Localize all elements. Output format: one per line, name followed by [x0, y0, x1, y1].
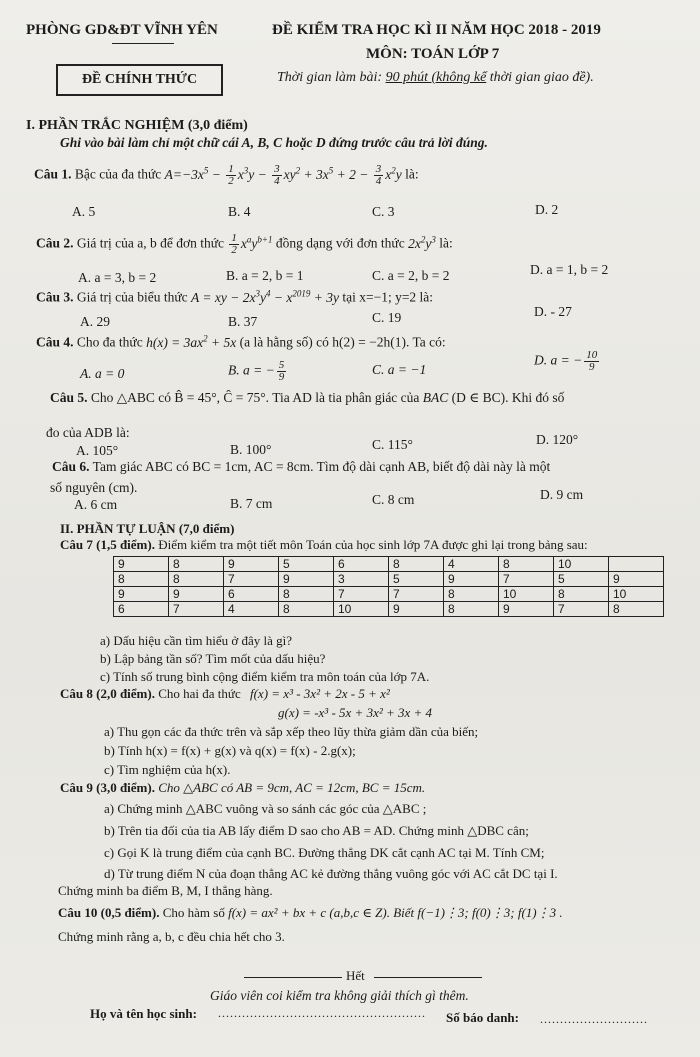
table-cell: 7 — [334, 587, 389, 602]
q3-lead: Câu 3. — [36, 289, 74, 305]
part1-instruction: Ghi vào bài làm chỉ một chữ cái A, B, C hoặc D đứng trước câu trả lời đúng. — [60, 135, 488, 150]
q3-option-c: C. 19 — [372, 310, 402, 325]
q6-lead: Câu 6. — [52, 459, 90, 474]
end-rule-left — [244, 977, 342, 978]
table-cell: 8 — [554, 587, 609, 602]
question-5 — [50, 390, 564, 406]
q10-line2: Chứng minh rằng a, b, c đều chia hết cho 3. — [58, 929, 285, 944]
q1-option-b: B. 4 — [228, 204, 251, 219]
official-label-box — [56, 64, 223, 96]
table-cell: 4 — [224, 602, 279, 617]
table-cell: 5 — [554, 572, 609, 587]
table-cell: 8 — [279, 602, 334, 617]
q5-line2: đo của ADB là: — [46, 425, 130, 440]
footer-note: Giáo viên coi kiểm tra không giải thích gì thêm. — [210, 988, 469, 1003]
q2-option-b: B. a = 2, b = 1 — [226, 268, 304, 283]
q4-tail: (a là hằng số) có h(2) = −2h(1). Ta có: — [239, 334, 446, 350]
q2-monomial-2: $2x^2y^3$ — [408, 234, 436, 251]
q8-item-c: c) Tìm nghiệm của h(x). — [104, 762, 231, 777]
q2-option-d: D. a = 1, b = 2 — [530, 262, 609, 277]
question-7 — [60, 537, 588, 553]
q1-tail: là: — [405, 166, 419, 182]
table-cell — [609, 557, 664, 572]
q2-text: Giá trị của a, b để đơn thức — [76, 235, 225, 251]
table-cell: 7 — [499, 572, 554, 587]
table-cell: 7 — [554, 602, 609, 617]
q6-line2: số nguyên (cm). — [50, 480, 138, 495]
student-name-field: .................................................... — [218, 1006, 426, 1020]
table-cell: 8 — [169, 572, 224, 587]
q2-mid: đồng dạng với đơn thức — [275, 235, 405, 251]
q9-item-b: b) Trên tia đối của tia AB lấy điểm D sao cho AB = AD. Chứng minh △DBC cân; — [104, 823, 529, 838]
q1-option-c: C. 3 — [372, 204, 395, 219]
q8-text: Cho hai đa thức — [158, 686, 241, 701]
q3-text: Giá trị của biểu thức — [76, 289, 188, 305]
q1-option-d: D. 2 — [535, 202, 559, 217]
q7-item-a: a) Dấu hiệu cần tìm hiểu ở đây là gì? — [100, 633, 293, 648]
question-2 — [36, 233, 453, 256]
table-cell: 7 — [389, 587, 444, 602]
q4-option-b-label: B. a = − — [228, 362, 275, 378]
q1-formula: $A=-3x^5$ − $\frac{1}{2}$ $x^3y$ − $\frac{3}{4}$ $xy^2 + 3x^5 + 2$ − $\frac{3}{4}$ $x^2y$ — [164, 163, 402, 187]
q7-lead: Câu 7 (1,5 điểm). — [60, 537, 155, 552]
time-prefix: Thời gian làm bài: — [277, 70, 386, 85]
q5-option-a: A. 105° — [76, 443, 119, 458]
q8-f: f(x) = x³ - 3x² + 2x - 5 + x² — [249, 686, 390, 701]
q10-func: f(x) = ax² + bx + c (a,b,c ∈ Z). Biết f(−1)⋮3; f(0)⋮3; f(1)⋮3 . — [228, 905, 563, 920]
q3-option-b: B. 37 — [228, 314, 258, 329]
q6-option-d: D. 9 cm — [540, 487, 584, 502]
q7-item-b: b) Lập bảng tần số? Tìm mốt của dấu hiệu? — [100, 651, 326, 666]
time-note — [277, 70, 594, 86]
table-cell: 9 — [114, 587, 169, 602]
table-cell: 9 — [224, 557, 279, 572]
table-row — [114, 557, 664, 572]
question-10 — [58, 905, 563, 921]
table-cell: 3 — [334, 572, 389, 587]
table-cell: 8 — [169, 557, 224, 572]
official-label: ĐỀ CHÍNH THỨC — [81, 72, 198, 87]
q4-option-d-label: D. a = − — [534, 352, 583, 368]
q6-option-a: A. 6 cm — [74, 497, 118, 512]
table-cell: 9 — [609, 572, 664, 587]
exam-title: ĐỀ KIỂM TRA HỌC KÌ II NĂM HỌC 2018 - 2019 — [272, 22, 601, 38]
q2-option-c: C. a = 2, b = 2 — [372, 268, 450, 283]
q5-tail: (D ∈ BC). Khi đó số — [451, 390, 565, 405]
q3-tail: tại x=−1; y=2 là: — [342, 289, 434, 305]
question-3 — [36, 288, 433, 306]
table-cell: 6 — [334, 557, 389, 572]
table-cell: 10 — [554, 557, 609, 572]
table-cell: 9 — [169, 587, 224, 602]
q2-monomial-1: $\frac{1}{2}$ $x^ay^{b+1}$ — [231, 232, 273, 256]
table-cell: 7 — [169, 602, 224, 617]
part2-heading: II. PHẦN TỰ LUẬN (7,0 điểm) — [60, 521, 235, 536]
q4-lead: Câu 4. — [36, 334, 74, 350]
table-cell: 8 — [444, 587, 499, 602]
q4-text: Cho đa thức — [76, 334, 143, 350]
table-cell: 9 — [279, 572, 334, 587]
q7-text: Điểm kiểm tra một tiết môn Toán của học sinh lớp 7A được ghi lại trong bảng sau: — [158, 537, 588, 552]
table-cell: 8 — [444, 602, 499, 617]
q9-lead: Câu 9 (3,0 điểm). — [60, 780, 155, 795]
q9-tail: Chứng minh ba điểm B, M, I thẳng hàng. — [58, 883, 273, 898]
table-row — [114, 572, 664, 587]
q3-option-d: D. - 27 — [534, 304, 572, 319]
table-cell: 9 — [499, 602, 554, 617]
q4-option-a: A. a = 0 — [80, 366, 125, 381]
table-cell: 5 — [279, 557, 334, 572]
table-cell: 7 — [224, 572, 279, 587]
q4-option-d: D. a = − $\frac{10}{9}$ — [534, 349, 598, 373]
table-cell: 9 — [114, 557, 169, 572]
scores-table — [113, 556, 664, 617]
q5-option-b: B. 100° — [230, 442, 272, 457]
table-cell: 5 — [389, 572, 444, 587]
table-row — [114, 602, 664, 617]
header-underline — [112, 43, 174, 44]
q2-lead: Câu 2. — [36, 235, 74, 251]
table-cell: 10 — [609, 587, 664, 602]
question-6 — [52, 459, 550, 475]
q6-option-b: B. 7 cm — [230, 496, 273, 511]
q5-option-d: D. 120° — [536, 432, 579, 447]
table-cell: 6 — [114, 602, 169, 617]
q6-text: Tam giác ABC có BC = 1cm, AC = 8cm. Tìm độ dài cạnh AB, biết độ dài này là một — [92, 459, 551, 474]
table-cell: 8 — [114, 572, 169, 587]
table-cell: 8 — [499, 557, 554, 572]
q8-g: g(x) = -x³ - 5x + 3x² + 3x + 4 — [278, 705, 433, 720]
part1-heading: I. PHẦN TRẮC NGHIỆM (3,0 điểm) — [26, 118, 248, 133]
table-cell: 8 — [609, 602, 664, 617]
table-cell: 10 — [499, 587, 554, 602]
q4-formula: $h(x) = 3ax^2 + 5x$ — [146, 333, 237, 350]
q8-item-a: a) Thu gọn các đa thức trên và sắp xếp theo lũy thừa giảm dần của biến; — [104, 724, 479, 739]
q1-lead: Câu 1. — [34, 166, 72, 182]
q9-text: Cho △ABC có AB = 9cm, AC = 12cm, BC = 15cm. — [158, 780, 426, 795]
question-1 — [34, 164, 419, 187]
question-9 — [60, 780, 425, 796]
q8-lead: Câu 8 (2,0 điểm). — [60, 686, 155, 701]
table-cell: 6 — [224, 587, 279, 602]
q3-option-a: A. 29 — [80, 314, 110, 329]
q10-text: Cho hàm số — [162, 905, 225, 920]
q7-item-c: c) Tính số trung bình cộng điểm kiểm tra môn toán của lớp 7A. — [100, 669, 430, 684]
q9-item-d: d) Từ trung điểm N của đoạn thẳng AC kẻ đường thẳng vuông góc với AC cắt DC tại I. — [104, 866, 558, 881]
q10-lead: Câu 10 (0,5 điểm). — [58, 905, 160, 920]
q2-option-a: A. a = 3, b = 2 — [78, 270, 157, 285]
q3-formula: A = xy − $2x^3y^4 - x^{2019} + 3y$ — [191, 288, 339, 305]
q1-text: Bậc của đa thức — [74, 166, 162, 182]
table-cell: 8 — [389, 557, 444, 572]
q8-item-b: b) Tính h(x) = f(x) + g(x) và q(x) = f(x) - 2.g(x); — [104, 743, 356, 758]
q5-lead: Câu 5. — [50, 390, 88, 405]
subject-title: MÔN: TOÁN LỚP 7 — [366, 46, 500, 62]
time-suffix: thời gian giao đề). — [486, 70, 594, 85]
q6-option-c: C. 8 cm — [372, 492, 415, 507]
question-4 — [36, 333, 446, 351]
table-cell: 9 — [444, 572, 499, 587]
table-cell: 8 — [279, 587, 334, 602]
q4-option-b: B. a = − $\frac{5}{9}$ — [228, 359, 285, 383]
student-id-label: Số báo danh: — [446, 1010, 519, 1025]
time-underlined: 90 phút (không kể — [385, 70, 487, 85]
table-cell: 4 — [444, 557, 499, 572]
end-rule-right — [374, 977, 482, 978]
student-id-field: ........................... — [540, 1012, 648, 1026]
q1-option-a: A. 5 — [72, 204, 96, 219]
table-cell: 9 — [389, 602, 444, 617]
q4-option-c: C. a = −1 — [372, 362, 427, 377]
q5-option-c: C. 115° — [372, 437, 413, 452]
q2-tail: là: — [439, 235, 453, 251]
question-8 — [60, 686, 390, 702]
q9-item-a: a) Chứng minh △ABC vuông và so sánh các góc của △ABC ; — [104, 801, 427, 816]
q5-text: Cho △ABC có B̂ = 45°, Ĉ = 75°. Tia AD là tia phân giác của — [90, 390, 420, 405]
table-cell: 10 — [334, 602, 389, 617]
table-row — [114, 587, 664, 602]
department-name: PHÒNG GD&ĐT VĨNH YÊN — [26, 22, 218, 38]
student-name-label: Họ và tên học sinh: — [90, 1006, 197, 1021]
q9-item-c: c) Gọi K là trung điểm của cạnh BC. Đường thẳng DK cắt cạnh AC tại M. Tính CM; — [104, 845, 545, 860]
end-mark: Hết — [346, 968, 365, 983]
q5-angle: BAC — [422, 390, 449, 405]
